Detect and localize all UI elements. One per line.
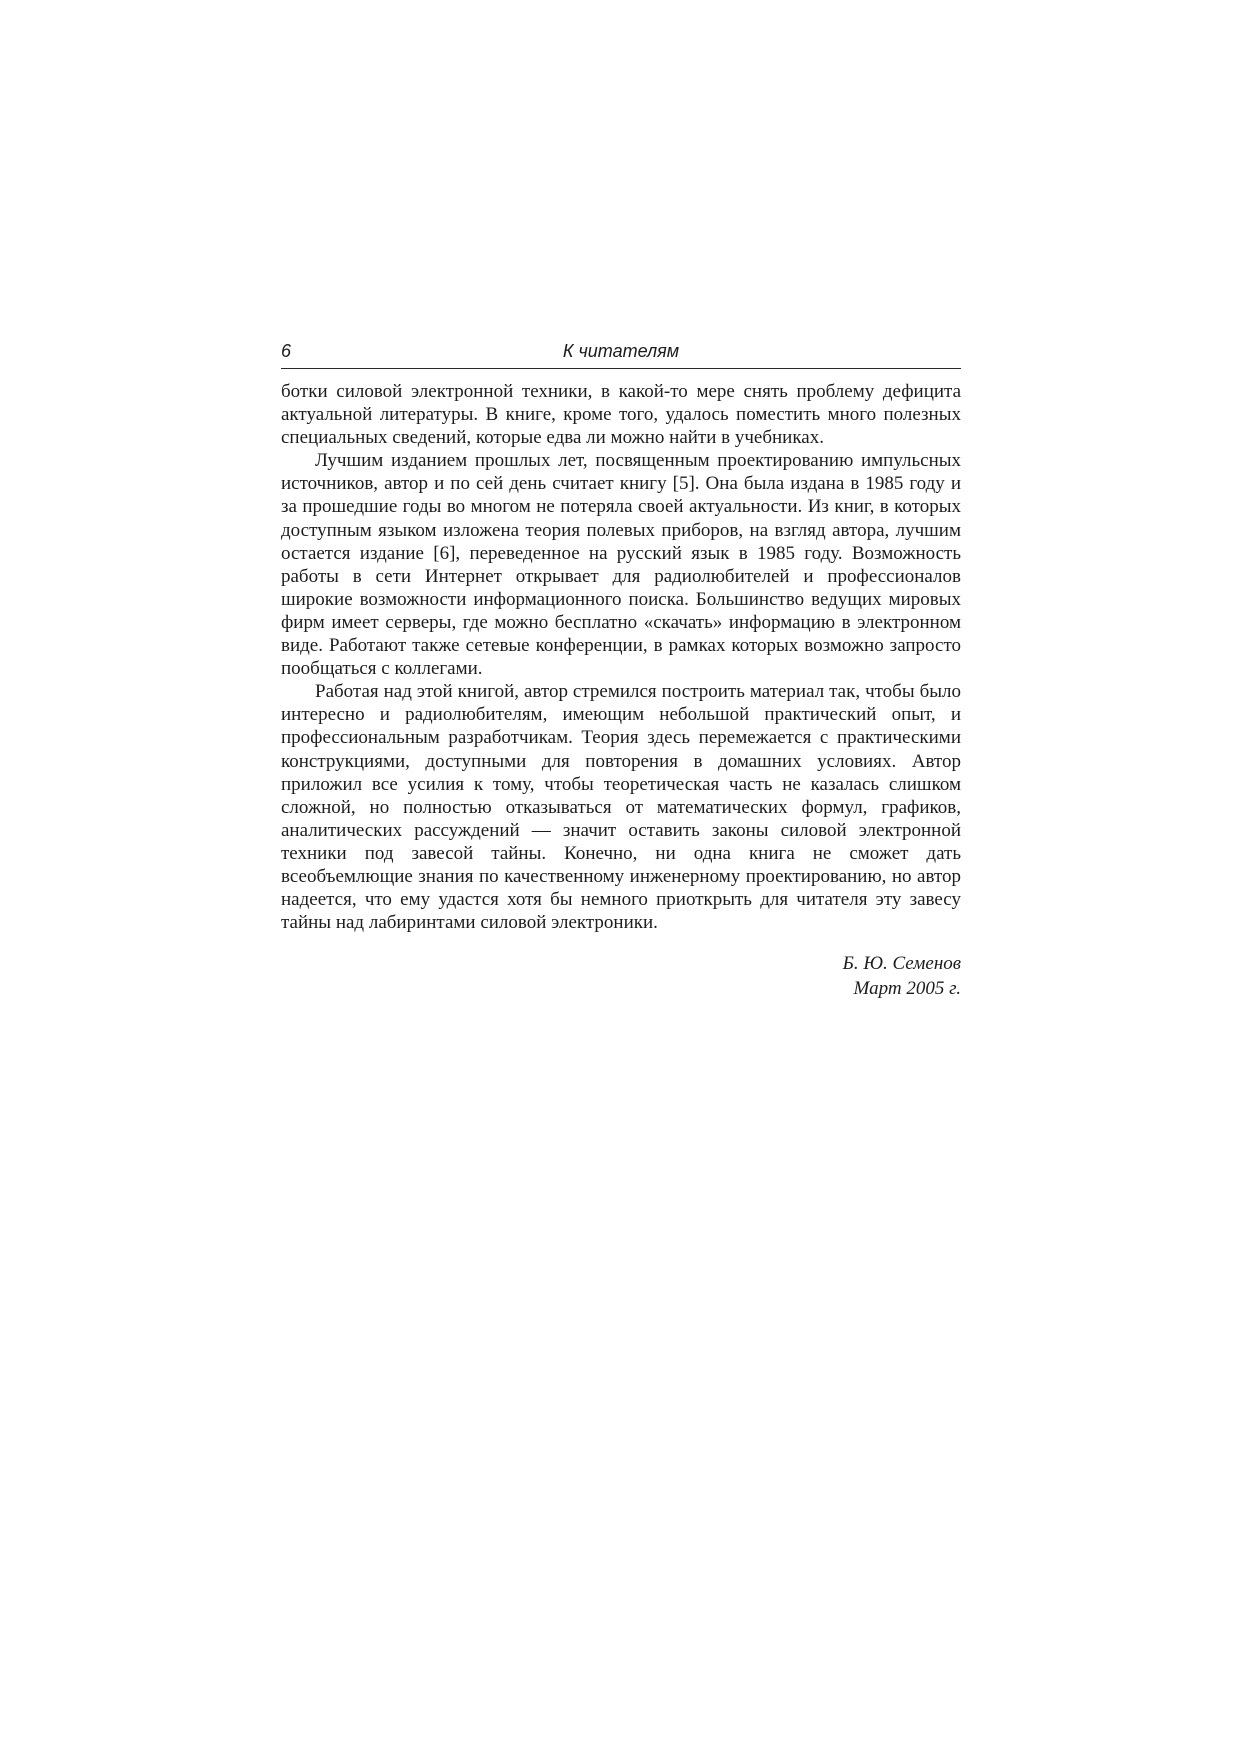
signature-author: Б. Ю. Семенов [842,953,961,975]
signature-block [281,951,961,1001]
signature-date: Март 2005 г. [853,978,961,1000]
paragraph-literature: Лучшим изданием прошлых лет, посвященным проектированию импульсных источников, автор и по сей день считает книгу [5]. Она была издана в 1985 году и за прошедшие годы во многом не потеряла своей актуальности. Из книг, в которых доступным языком изложена теория полевых приборов, на взгляд автора, лучшим остается издание [6], переведенное на русский язык в 1985 году. Возможность работы в сети Интернет открывает для радиолюбителей и профессионалов широкие возможности информационного поиска. Большинство ведущих мировых фирм имеет серверы, где можно бесплатно «скачать» информацию в электронном виде. Работают также сетевые конференции, в рамках которых возможно запросто пообщаться с коллегами. [281,450,961,680]
body-text [281,380,961,934]
running-head [281,340,961,369]
paragraph-author-goal: Работая над этой книгой, автор стремился построить материал так, чтобы было интересно и радиолюбителям, имеющим небольшой практический опыт, и профессиональным разработчикам. Теория здесь перемежается с практическими конструкциями, доступными для повторения в домашних условиях. Автор приложил все усилия к тому, чтобы теоретическая часть не казалась слишком сложной, но полностью отказываться от математических формул, графиков, аналитических рассуждений — значит оставить законы силовой электронной техники под завесой тайны. Конечно, ни одна книга не сможет дать всеобъемлющие знания по качественному инженерному проектированию, но автор надеется, что ему удастся хотя бы немного приоткрыть для читателя эту завесу тайны над лабиринтами силовой электроники. [281,681,961,934]
book-page [281,340,961,1001]
running-title: К читателям [562,341,680,361]
paragraph-continuation: ботки силовой электронной техники, в какой-то мере снять проблему дефицита актуальной литературы. В книге, кроме того, удалось поместить много полезных специальных сведений, которые едва ли можно найти в учебниках. [281,381,961,449]
page-number: 6 [281,341,292,361]
